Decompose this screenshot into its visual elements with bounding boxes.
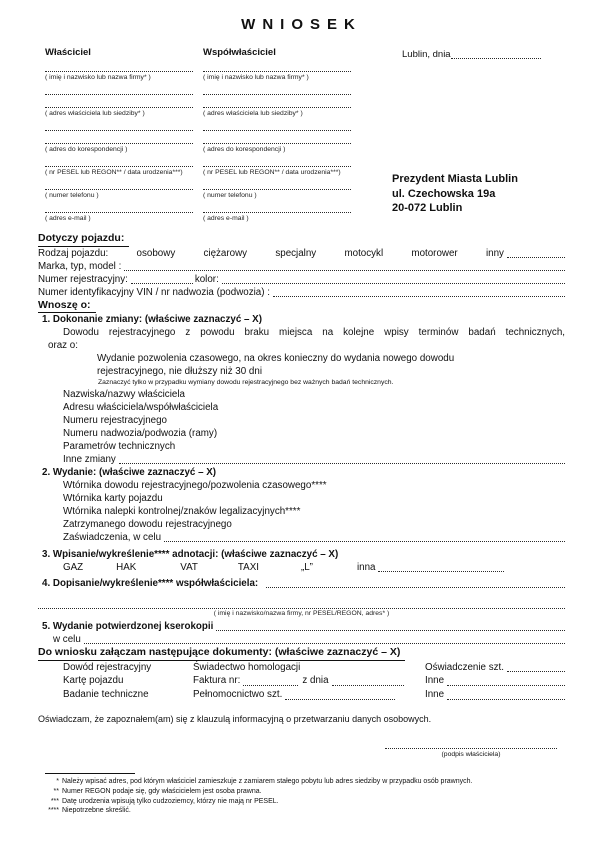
doc-pelnomocnictwo-label[interactable]: Pełnomocnictwo szt. <box>193 689 283 701</box>
section3-options-row <box>63 561 565 574</box>
doc-inne-2-label[interactable]: Inne <box>425 689 445 701</box>
annotation-l[interactable]: „L” <box>300 561 313 573</box>
co-owner-phone-label: ( numer telefonu ) <box>203 192 257 199</box>
section1-item-address[interactable]: Adresu właściciela/współwłaściciela <box>63 401 219 413</box>
date-line <box>402 49 565 60</box>
footnote-2 <box>38 787 565 797</box>
co-owner-name-line[interactable] <box>203 62 351 72</box>
signature-block <box>385 740 557 760</box>
section1-item-regnumber[interactable]: Numeru rejestracyjnego <box>63 414 168 426</box>
vehicle-type-other-line[interactable] <box>507 250 565 258</box>
section1-item-parameters[interactable]: Parametrów technicznych <box>63 440 176 452</box>
co-owner-phone-line[interactable] <box>203 180 351 190</box>
date-input-line[interactable] <box>451 51 541 59</box>
vehicle-type-label: Rodzaj pojazdu: <box>38 247 109 259</box>
doc-inne-2-line[interactable] <box>447 692 565 700</box>
documents-heading: Do wniosku załączam następujące dokumenty: (właściwe zaznaczyć – X) <box>38 646 565 661</box>
vehicle-type-osobowy[interactable]: osobowy <box>136 247 176 259</box>
footnote-4-mark: **** <box>48 807 59 815</box>
vehicle-type-inny[interactable]: inny <box>485 247 504 259</box>
section1-title: 1. Dokonanie zmiany: (właściwe zaznaczyć – X) <box>42 314 262 325</box>
right-column <box>361 47 565 226</box>
top-columns <box>45 47 565 226</box>
owner-address-label: ( adres właściciela lub siedziby* ) <box>45 110 145 117</box>
footnote-2-text: Numer REGON podaje się, gdy właścicielem jest osoba prawna. <box>62 787 262 795</box>
section5-purpose-line[interactable] <box>84 636 565 644</box>
doc-dowod-rejestracyjny[interactable]: Dowód rejestracyjny <box>63 661 152 673</box>
footnote-1-mark: * <box>56 778 59 786</box>
section2-title: 2. Wydanie: (właściwe zaznaczyć – X) <box>42 466 217 478</box>
vehicle-color-label: kolor: <box>194 273 219 285</box>
owner-name-line-2[interactable] <box>45 85 193 95</box>
section1-other-line[interactable] <box>119 456 565 464</box>
addressee-name: Prezydent Miasta Lublin <box>392 173 518 185</box>
owner-phone-line[interactable] <box>45 180 193 190</box>
section1-line2: oraz o: <box>48 340 78 351</box>
vehicle-reg-line[interactable] <box>131 276 193 284</box>
co-owner-address-line-2[interactable] <box>203 121 351 131</box>
co-owner-name-line-2[interactable] <box>203 85 351 95</box>
annotation-vat[interactable]: VAT <box>180 561 198 573</box>
signature-caption: (podpis właściciela) <box>441 750 501 758</box>
annotation-other-line[interactable] <box>378 564 504 572</box>
co-owner-address-line[interactable] <box>203 98 351 108</box>
signature-line[interactable] <box>385 740 557 749</box>
section5-purpose-row <box>53 633 565 646</box>
doc-faktura-label[interactable]: Faktura nr: <box>193 675 241 687</box>
footnote-3-text: Datę urodzenia wpisują tylko cudzoziemcy, którzy nie mają nr PESEL. <box>62 797 279 805</box>
owner-name-label: ( imię i nazwisko lub nazwa firmy* ) <box>45 74 151 81</box>
vehicle-make-row <box>38 260 565 273</box>
footnote-4 <box>38 806 565 816</box>
doc-faktura-date-label: z dnia <box>302 675 329 687</box>
section2-other-row <box>63 531 565 544</box>
addressee-street: ul. Czechowska 19a <box>392 187 496 200</box>
footnote-1-text: Należy wpisać adres, pod którym właściciel zamieszkuje z zamiarem stałego pobytu lub adres siedziby w przypadku osób prawnych. <box>62 778 473 786</box>
footnote-2-mark: ** <box>53 787 59 795</box>
doc-swiadectwo-homologacji[interactable]: Świadectwo homologacji <box>193 661 301 673</box>
doc-karta-pojazdu[interactable]: Kartę pojazdu <box>63 675 124 687</box>
section4-caption: ( imię i nazwisko/nazwa firmy, nr PESEL/REGON, adres* ) <box>213 609 390 617</box>
section2-other-line[interactable] <box>164 534 565 542</box>
documents-row-1 <box>63 661 565 675</box>
co-owner-email-line[interactable] <box>203 203 351 213</box>
annotation-taxi[interactable]: TAXI <box>237 561 259 573</box>
owner-mailing-label: ( adres do korespondencji ) <box>45 146 128 153</box>
doc-badanie-techniczne[interactable]: Badanie techniczne <box>63 689 149 701</box>
vehicle-color-line[interactable] <box>222 276 565 284</box>
section2-item-card[interactable]: Wtórnika karty pojazdu <box>63 492 163 504</box>
co-owner-address-label: ( adres właściciela lub siedziby* ) <box>203 110 303 117</box>
doc-inne-1-label[interactable]: Inne <box>425 675 445 687</box>
doc-faktura-number-line[interactable] <box>243 678 298 686</box>
owner-phone-label: ( numer telefonu ) <box>45 192 99 199</box>
section5-line[interactable] <box>216 623 565 631</box>
form-title: WNIOSEK <box>241 16 362 33</box>
request-heading: Wnoszę o: <box>38 299 565 314</box>
footnote-3-mark: *** <box>50 797 59 805</box>
doc-oswiadczenie-label[interactable]: Oświadczenie szt. <box>425 661 504 673</box>
section3-title: 3. Wpisanie/wykreślenie**** adnotacji: (właściwe zaznaczyć – X) <box>42 548 339 560</box>
vehicle-make-line[interactable] <box>124 263 565 271</box>
owner-pesel-line[interactable] <box>45 157 193 167</box>
vehicle-type-specjalny[interactable]: specjalny <box>275 247 317 259</box>
section1-item-names[interactable]: Nazwiska/nazwy właściciela <box>63 388 185 400</box>
co-owner-name-label: ( imię i nazwisko lub nazwa firmy* ) <box>203 74 309 81</box>
footnote-3 <box>38 797 565 807</box>
section5-row <box>38 620 565 633</box>
annotation-inna-label[interactable]: inna <box>356 561 376 573</box>
section1-item-bodynumber[interactable]: Numeru nadwozia/podwozia (ramy) <box>63 427 218 439</box>
vehicle-vin-row <box>38 286 565 299</box>
section4-title: 4. Dopisanie/wykreślenie**** współwłaściciela: <box>42 577 259 589</box>
vehicle-type-motocykl[interactable]: motocykl <box>344 247 384 259</box>
co-owner-column <box>203 47 351 226</box>
co-owner-pesel-line[interactable] <box>203 157 351 167</box>
section2-other-label[interactable]: Zaświadczenia, w celu <box>63 531 162 543</box>
section1-other-row <box>63 453 565 466</box>
section1-line1[interactable]: Dowodu rejestracyjnego z powodu braku miejsca na kolejne wpisy terminów badań technicznych, <box>63 327 565 338</box>
vehicle-make-label: Marka, typ, model : <box>38 260 122 272</box>
owner-address-line[interactable] <box>45 98 193 108</box>
vehicle-vin-line[interactable] <box>273 289 565 297</box>
footnote-separator <box>45 773 135 774</box>
annotation-gaz[interactable]: GAZ <box>63 561 84 573</box>
section2-item-duplicate-reg[interactable]: Wtórnika dowodu rejestracyjnego/pozwolenia czasowego**** <box>63 479 327 491</box>
section2-item-retained[interactable]: Zatrzymanego dowodu rejestracyjnego <box>63 518 232 530</box>
documents-row-2 <box>63 674 565 688</box>
section2-item-sticker[interactable]: Wtórnika nalepki kontrolnej/znaków legalizacyjnych**** <box>63 505 301 517</box>
section1-note: Zaznaczyć tylko w przypadku wymiany dowodu rejestracyjnego bez ważnych badań technicznych. <box>98 379 394 386</box>
section5-purpose-label: w celu <box>53 634 81 645</box>
vehicle-type-motorower[interactable]: motorower <box>411 247 458 259</box>
documents-row-3 <box>63 688 565 702</box>
section5-title: 5. Wydanie potwierdzonej kserokopii <box>42 621 214 632</box>
date-label: Lublin, dnia <box>402 49 451 60</box>
vehicle-type-row <box>38 247 565 260</box>
doc-pelnomocnictwo-line[interactable] <box>285 692 395 700</box>
owner-mailing-line[interactable] <box>45 134 193 144</box>
declaration-text: Oświadczam, że zapoznałem(am) się z klauzulą informacyjną o przetwarzaniu danych osobowych. <box>38 713 432 724</box>
co-owner-heading: Współwłaściciel <box>203 47 276 58</box>
vehicle-reg-label: Numer rejestracyjny: <box>38 273 128 285</box>
doc-inne-1-line[interactable] <box>447 678 565 686</box>
doc-faktura-date-line[interactable] <box>332 678 404 686</box>
section1-sub1[interactable]: Wydanie pozwolenia czasowego, na okres konieczny do wydania nowego dowodu <box>97 353 455 364</box>
vehicle-type-ciezarowy[interactable]: ciężarowy <box>203 247 248 259</box>
owner-heading: Właściciel <box>45 47 91 58</box>
vehicle-section-heading: Dotyczy pojazdu: <box>38 232 565 247</box>
owner-pesel-label: ( nr PESEL lub REGON** / data urodzenia***) <box>45 169 183 176</box>
section4-row <box>38 577 565 590</box>
owner-address-line-2[interactable] <box>45 121 193 131</box>
section1-sub2: rejestracyjnego, nie dłuższy niż 30 dni <box>97 366 263 377</box>
co-owner-mailing-label: ( adres do korespondencji ) <box>203 146 286 153</box>
section4-line-2[interactable] <box>38 599 565 609</box>
vehicle-reg-row <box>38 273 565 286</box>
co-owner-mailing-line[interactable] <box>203 134 351 144</box>
footnote-4-text: Niepotrzebne skreślić. <box>62 807 131 815</box>
co-owner-pesel-label: ( nr PESEL lub REGON** / data urodzenia***) <box>203 169 341 176</box>
addressee-block <box>392 172 565 216</box>
owner-name-line[interactable] <box>45 62 193 72</box>
section4-line-1[interactable] <box>266 580 565 588</box>
section1-other-label[interactable]: Inne zmiany <box>63 453 116 465</box>
doc-oswiadczenie-line[interactable] <box>507 664 565 672</box>
owner-email-line[interactable] <box>45 203 193 213</box>
vehicle-vin-label: Numer identyfikacyjny VIN / nr nadwozia (podwozia) : <box>38 286 270 298</box>
annotation-hak[interactable]: HAK <box>116 561 137 573</box>
owner-column <box>45 47 193 226</box>
owner-email-label: ( adres e-mail ) <box>45 215 91 222</box>
footnote-1 <box>38 777 565 787</box>
addressee-city: 20-072 Lublin <box>392 202 463 214</box>
documents-table <box>63 661 565 702</box>
co-owner-email-label: ( adres e-mail ) <box>203 215 249 222</box>
